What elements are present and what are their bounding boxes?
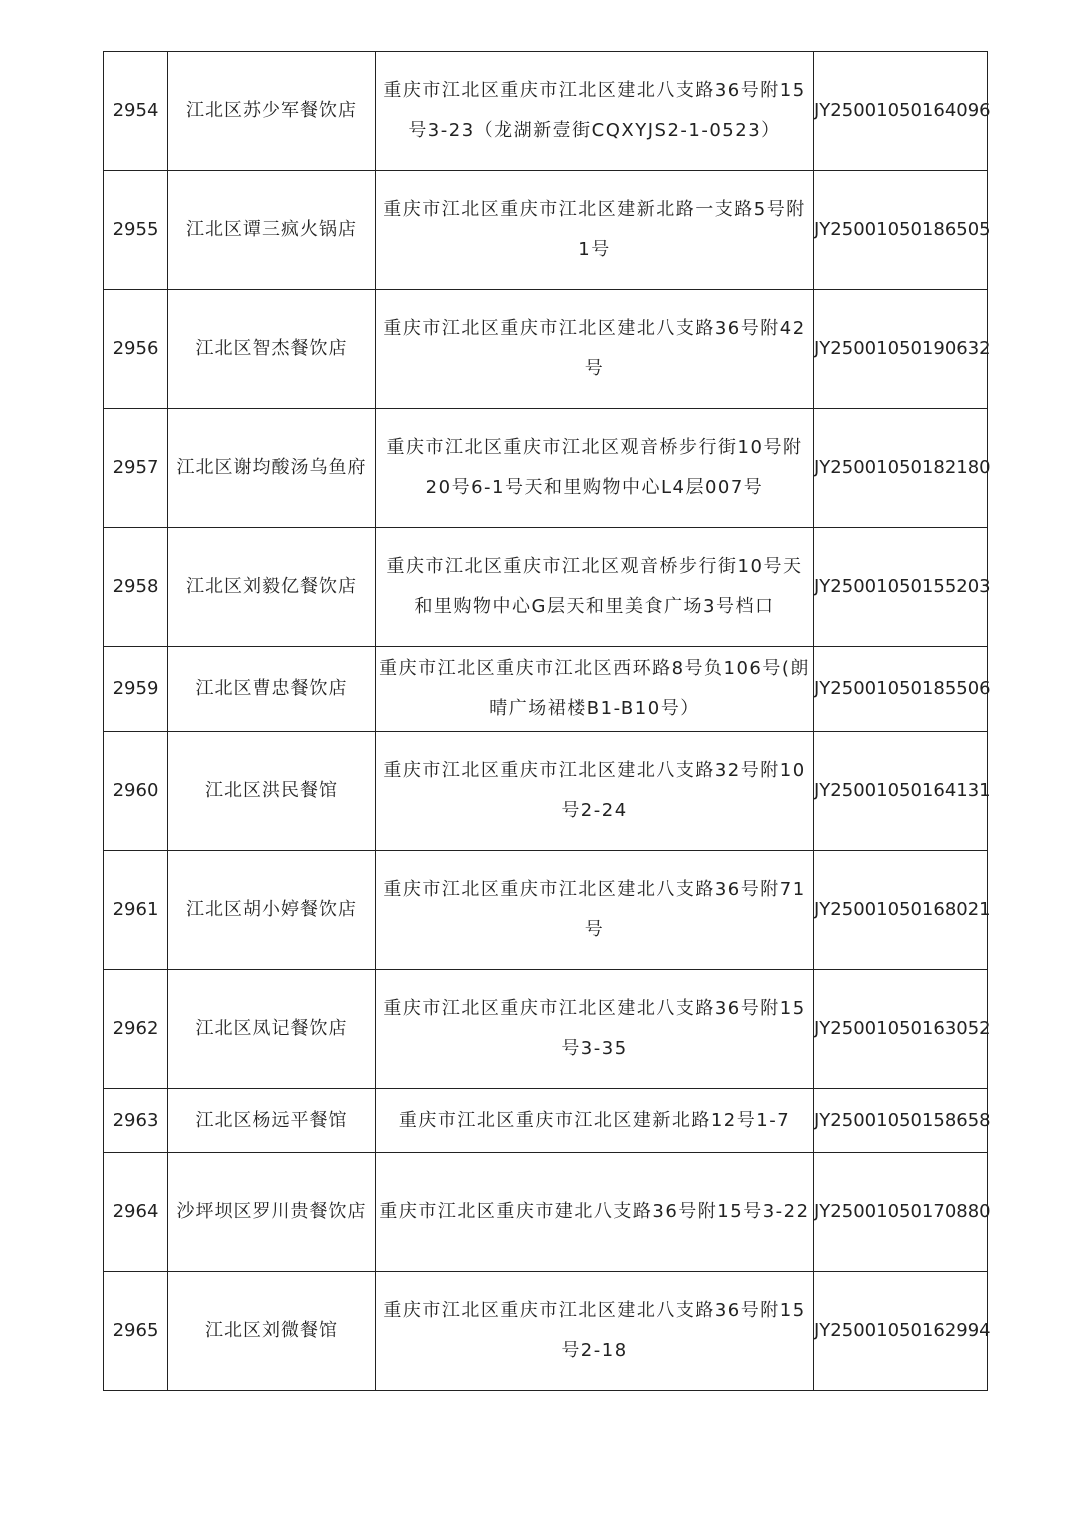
license-number: JY25001050182180 [814,409,988,528]
license-number: JY25001050155203 [814,528,988,647]
business-name: 江北区苏少军餐饮店 [168,52,376,171]
license-number: JY25001050186505 [814,171,988,290]
license-number: JY25001050164096 [814,52,988,171]
address-line: 20号6-1号天和里购物中心L4层007号 [425,477,764,498]
table-row [104,171,988,290]
business-name: 江北区刘毅亿餐饮店 [168,528,376,647]
license-number: JY25001050162994 [814,1272,988,1391]
address-line: 和里购物中心G层天和里美食广场3号档口 [414,596,775,617]
table-row [104,1153,988,1272]
business-name: 江北区谭三疯火锅店 [168,171,376,290]
business-address [376,732,814,851]
license-number: JY25001050158658 [814,1089,988,1153]
row-number: 2965 [104,1272,168,1391]
license-number: JY25001050170880 [814,1153,988,1272]
row-number: 2960 [104,732,168,851]
row-number: 2956 [104,290,168,409]
table-row [104,409,988,528]
row-number: 2962 [104,970,168,1089]
address-line: 重庆市江北区重庆市江北区建北八支路36号附15 [383,1300,806,1321]
address-line: 重庆市江北区重庆市江北区建北八支路32号附10 [383,760,806,781]
address-line: 重庆市江北区重庆市建北八支路36号附15号3-22 [379,1201,810,1222]
address-line: 号2-18 [561,1340,628,1361]
address-line: 1号 [578,239,611,260]
row-number: 2955 [104,171,168,290]
business-name: 江北区杨远平餐馆 [168,1089,376,1153]
business-name: 江北区刘微餐馆 [168,1272,376,1391]
address-line: 号2-24 [561,800,628,821]
row-number: 2954 [104,52,168,171]
license-number: JY25001050168021 [814,851,988,970]
table-row [104,647,988,732]
business-address [376,52,814,171]
business-name: 沙坪坝区罗川贵餐饮店 [168,1153,376,1272]
table-row [104,732,988,851]
address-line: 晴广场裙楼B1-B10号） [489,698,700,719]
business-name: 江北区智杰餐饮店 [168,290,376,409]
address-line: 重庆市江北区重庆市江北区西环路8号负106号(朗 [379,658,810,679]
row-number: 2957 [104,409,168,528]
address-line: 重庆市江北区重庆市江北区建新北路一支路5号附 [383,199,806,220]
table-row [104,290,988,409]
business-address [376,1272,814,1391]
row-number: 2963 [104,1089,168,1153]
table-row [104,1272,988,1391]
business-address [376,290,814,409]
business-name: 江北区胡小婷餐饮店 [168,851,376,970]
business-name: 江北区曹忠餐饮店 [168,647,376,732]
business-address [376,1153,814,1272]
table-row [104,528,988,647]
business-address [376,528,814,647]
address-line: 重庆市江北区重庆市江北区建北八支路36号附15 [383,80,806,101]
address-line: 号3-35 [561,1038,628,1059]
table-row [104,851,988,970]
table-body [104,52,991,1391]
business-address [376,970,814,1089]
address-line: 重庆市江北区重庆市江北区建新北路12号1-7 [398,1109,791,1131]
business-address [376,1089,814,1153]
business-name: 江北区凤记餐饮店 [168,970,376,1089]
address-line: 重庆市江北区重庆市江北区观音桥步行街10号天 [386,556,803,577]
license-table [103,51,991,1391]
table-row [104,52,988,171]
table-row [104,1089,988,1153]
business-name: 江北区洪民餐馆 [168,732,376,851]
row-number: 2961 [104,851,168,970]
row-number: 2958 [104,528,168,647]
business-address [376,647,814,732]
row-number: 2959 [104,647,168,732]
address-line: 号3-23（龙湖新壹街CQXYJS2-1-0523） [408,120,781,141]
license-number: JY25001050164131 [814,732,988,851]
address-line: 重庆市江北区重庆市江北区建北八支路36号附71 [383,879,806,900]
address-line: 重庆市江北区重庆市江北区观音桥步行街10号附 [386,437,803,458]
business-address [376,851,814,970]
business-name: 江北区谢均酸汤乌鱼府 [168,409,376,528]
row-number: 2964 [104,1153,168,1272]
license-number: JY25001050163052 [814,970,988,1089]
license-number: JY25001050185506 [814,647,988,732]
license-number: JY25001050190632 [814,290,988,409]
address-line: 重庆市江北区重庆市江北区建北八支路36号附42 [383,318,806,339]
business-address [376,171,814,290]
address-line: 重庆市江北区重庆市江北区建北八支路36号附15 [383,998,806,1019]
address-line: 号 [584,358,605,379]
business-address [376,409,814,528]
address-line: 号 [584,919,605,940]
table-row [104,970,988,1089]
